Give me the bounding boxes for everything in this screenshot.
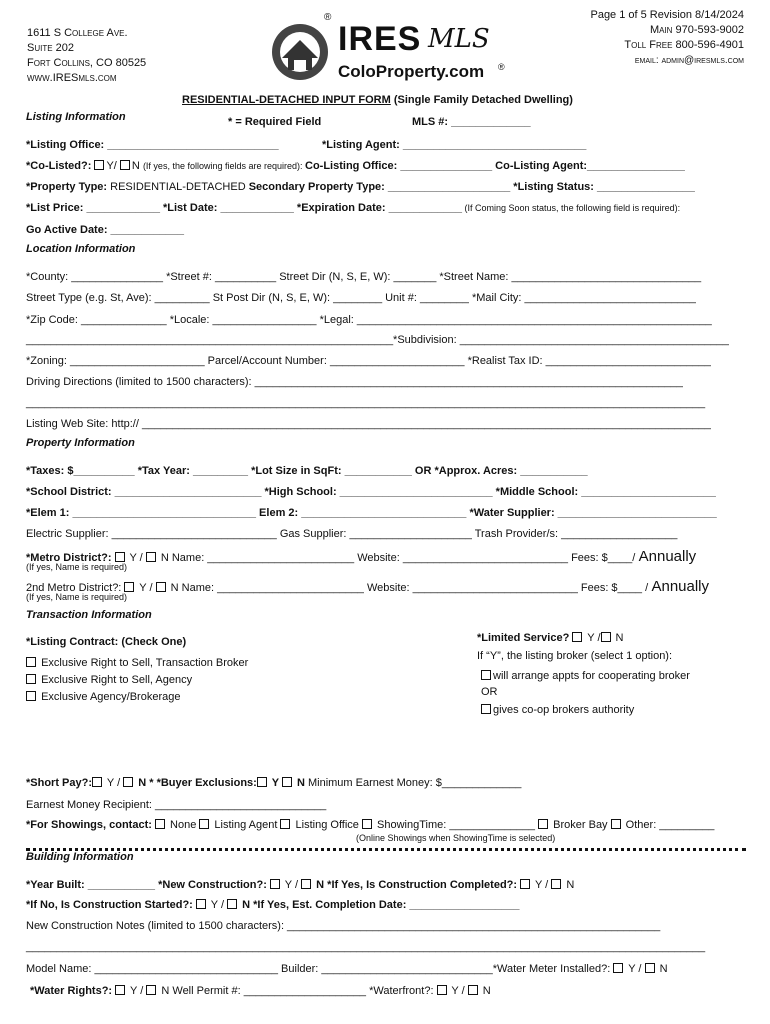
- water-rights-no-checkbox[interactable]: [146, 985, 156, 995]
- short-pay-row: [26, 777, 521, 789]
- metro-no-checkbox[interactable]: [146, 552, 156, 562]
- or-label: OR: [481, 686, 498, 698]
- listing-office-checkbox[interactable]: [280, 819, 290, 829]
- page-info: Page 1 of 5 Revision 8/14/2024: [590, 9, 744, 21]
- form-title-main: RESIDENTIAL-DETACHED INPUT FORM: [182, 94, 391, 106]
- short-pay-no-checkbox[interactable]: [123, 777, 133, 787]
- short-pay-yes-checkbox[interactable]: [92, 777, 102, 787]
- model-builder-row: [26, 963, 668, 975]
- limited-service-row: [477, 632, 624, 644]
- waterfront-yes-checkbox[interactable]: [437, 985, 447, 995]
- toll-free-phone: Toll Free 800-596-4901: [624, 39, 744, 51]
- no-label: N: [293, 777, 308, 789]
- broker-bay-checkbox[interactable]: [538, 819, 548, 829]
- office-address: [27, 26, 146, 86]
- limited-service-label: *Limited Service?: [477, 632, 570, 644]
- listing-agent-field[interactable]: *Listing Agent: ______________________________: [322, 139, 587, 151]
- metro-note: (If yes, Name is required): [26, 562, 128, 572]
- section-listing: Listing Information: [26, 111, 126, 123]
- construction-notes-field[interactable]: New Construction Notes (limited to 1500 characters): _____________________________________________________________: [26, 920, 661, 932]
- metro-district-label: *Metro District?:: [26, 552, 115, 564]
- water-rights-label: *Water Rights?:: [30, 985, 116, 997]
- no-label: N: [131, 160, 140, 172]
- contact-info: [590, 8, 744, 68]
- utilities-row[interactable]: Electric Supplier: ___________________________ Gas Supplier: ____________________ Trash Provider/s: ___________________: [26, 528, 678, 540]
- metro-2-note: (If yes, Name is required): [26, 592, 128, 602]
- showings-note: (Online Showings when ShowingTime is selected): [356, 833, 556, 843]
- driving-directions-field[interactable]: Driving Directions (limited to 1500 characters): ______________________________________________________________________: [26, 376, 683, 388]
- water-rights-row: [30, 985, 491, 997]
- checkbox[interactable]: [26, 691, 36, 701]
- required-note: * = Required Field: [228, 116, 322, 128]
- none-checkbox[interactable]: [155, 819, 165, 829]
- yes-label: Y /: [625, 963, 645, 975]
- co-listed-no-checkbox[interactable]: [120, 160, 130, 170]
- completed-label: N *If Yes, Is Construction Completed?:: [313, 879, 521, 891]
- metro-2-label: 2nd Metro District?:: [26, 582, 125, 594]
- showings-row: [26, 819, 714, 831]
- metro-2-fields[interactable]: N Name: ________________________ Website: ___________________________ Fees: $____ /: [167, 582, 649, 594]
- contract-option-2[interactable]: [26, 674, 192, 686]
- co-listed-row: [26, 160, 685, 172]
- completed-yes-checkbox[interactable]: [520, 879, 530, 889]
- buyer-excl-yes-checkbox[interactable]: [257, 777, 267, 787]
- email[interactable]: email: admin@iresmls.com: [634, 55, 744, 66]
- subdivision-row[interactable]: ____________________________________________________________*Subdivision: ____________________________________________: [26, 334, 729, 346]
- checkbox[interactable]: [481, 704, 491, 714]
- contract-option-3[interactable]: [26, 691, 180, 703]
- showings-label: *For Showings, contact:: [26, 819, 155, 831]
- co-listed-yes-checkbox[interactable]: [94, 160, 104, 170]
- coop-option-1[interactable]: [481, 670, 690, 682]
- list-price-row: [26, 202, 680, 214]
- form-title-sub: (Single Family Detached Dwelling): [390, 94, 573, 106]
- coming-soon-note: (If Coming Soon status, the following field is required):: [462, 203, 681, 213]
- property-type-value: RESIDENTIAL-DETACHED: [110, 181, 249, 193]
- co-listed-note: (If yes, the following fields are required):: [142, 161, 306, 171]
- model-builder-fields[interactable]: Model Name: ______________________________ Builder: ____________________________*Water Meter Installed?:: [26, 963, 614, 975]
- list-price-fields[interactable]: *List Price: ____________ *List Date: ____________ *Expiration Date: ____________: [26, 202, 463, 214]
- limited-yes-checkbox[interactable]: [572, 632, 582, 642]
- section-property: Property Information: [26, 437, 135, 449]
- checkbox[interactable]: [26, 674, 36, 684]
- option-label: Exclusive Right to Sell, Transaction Broker: [41, 657, 249, 669]
- limited-no-checkbox[interactable]: [601, 632, 611, 642]
- zoning-row[interactable]: *Zoning: ______________________ Parcel/Account Number: ______________________ *Realist Tax ID: ___________________________: [26, 355, 711, 367]
- metro-fields[interactable]: N Name: ________________________ Website: ___________________________ Fees: $____/: [157, 552, 636, 564]
- property-type-label: *Property Type:: [26, 181, 111, 193]
- earnest-money-recipient-field[interactable]: Earnest Money Recipient: ____________________________: [26, 799, 327, 811]
- ires-logo: [268, 12, 508, 88]
- checkbox[interactable]: [481, 670, 491, 680]
- metro-district-2-row: [26, 578, 709, 595]
- logo-script: MLS: [428, 24, 490, 54]
- yes-label: Y /: [104, 777, 124, 789]
- zip-row[interactable]: *Zip Code: ______________ *Locale: _________________ *Legal: __________________________________________________________: [26, 314, 712, 326]
- driving-directions-continued[interactable]: _______________________________________________________________________________________________________________: [26, 397, 706, 409]
- listing-agent-checkbox[interactable]: [199, 819, 209, 829]
- website-link[interactable]: www.IRESmls.com: [27, 72, 117, 84]
- address-line: Fort Collins, CO 80525: [27, 57, 147, 69]
- well-permit-field[interactable]: N Well Permit #: ____________________ *Waterfront?:: [158, 985, 437, 997]
- yes-label: Y: [268, 777, 282, 789]
- yes-label: Y /: [448, 985, 468, 997]
- no-label: N: [656, 963, 668, 975]
- started-no-checkbox[interactable]: [227, 899, 237, 909]
- started-yes-checkbox[interactable]: [196, 899, 206, 909]
- new-constr-yes-checkbox[interactable]: [270, 879, 280, 889]
- elem-row[interactable]: *Elem 1: ______________________________ Elem 2: ___________________________ *Water Supplier: __________________________: [26, 507, 717, 519]
- annually-label: Annually: [635, 548, 697, 565]
- metro-2-yes-checkbox[interactable]: [124, 582, 134, 592]
- waterfront-no-checkbox[interactable]: [468, 985, 478, 995]
- buyer-exclusions-label: N * *Buyer Exclusions:: [135, 777, 257, 789]
- new-constr-no-checkbox[interactable]: [301, 879, 311, 889]
- section-location: Location Information: [26, 243, 136, 255]
- construction-notes-continued[interactable]: _______________________________________________________________________________________________________________: [26, 941, 706, 953]
- metro-yes-checkbox[interactable]: [115, 552, 125, 562]
- metro-2-no-checkbox[interactable]: [156, 582, 166, 592]
- buyer-excl-no-checkbox[interactable]: [282, 777, 292, 787]
- contract-option-1[interactable]: [26, 657, 248, 669]
- yes-label: Y /: [532, 879, 552, 891]
- co-listing-fields[interactable]: Co-Listing Office: _______________ Co-Listing Agent:________________: [305, 160, 685, 172]
- yes-label: Y/: [106, 160, 117, 172]
- no-label: N: [479, 985, 491, 997]
- address-line: Suite 202: [27, 42, 74, 54]
- short-pay-label: *Short Pay?:: [26, 777, 93, 789]
- other-checkbox[interactable]: [611, 819, 621, 829]
- yes-label: Y /: [126, 552, 146, 564]
- main-phone: Main 970-593-9002: [649, 24, 744, 36]
- other-field[interactable]: Other: _________: [622, 819, 715, 831]
- registered-mark: ®: [324, 12, 332, 23]
- street-type-row[interactable]: Street Type (e.g. St, Ave): _________ St Post Dir (N, S, E, W): ________ Unit #: ________ *Mail City: ____________________________: [26, 292, 696, 304]
- option-label: gives co-op brokers authority: [493, 704, 635, 716]
- option-label: Listing Office: [292, 819, 362, 831]
- year-built-row: [26, 879, 574, 891]
- no-label: N: [612, 632, 624, 644]
- coop-option-2[interactable]: [481, 704, 634, 716]
- yes-label: Y /: [127, 985, 147, 997]
- option-label: None: [166, 819, 200, 831]
- showingtime-field[interactable]: ShowingTime: ______________: [373, 819, 539, 831]
- taxes-row[interactable]: *Taxes: $__________ *Tax Year: _________ *Lot Size in SqFt: ___________ OR *Approx. Acres: ___________: [26, 465, 588, 477]
- logo-subtitle: ColoProperty.com: [338, 62, 485, 81]
- yes-label: Y /: [136, 582, 156, 594]
- option-label: Exclusive Agency/Brokerage: [41, 691, 181, 703]
- listing-contract-label: *Listing Contract: (Check One): [26, 636, 187, 648]
- mls-number-field[interactable]: MLS #: _____________: [412, 116, 531, 128]
- water-rights-yes-checkbox[interactable]: [115, 985, 125, 995]
- section-transaction: Transaction Information: [26, 609, 152, 621]
- showingtime-checkbox[interactable]: [362, 819, 372, 829]
- yes-label: Y /: [584, 632, 601, 644]
- annually-label: Annually: [648, 578, 710, 595]
- section-building: Building Information: [26, 851, 134, 863]
- listing-office-field[interactable]: *Listing Office: ____________________________: [26, 139, 279, 151]
- form-title: [182, 94, 573, 106]
- go-active-date-field[interactable]: Go Active Date: ____________: [26, 224, 184, 236]
- co-listed-label: *Co-Listed?:: [26, 160, 92, 172]
- option-label: Exclusive Right to Sell, Agency: [41, 674, 193, 686]
- section-divider: [26, 848, 746, 851]
- logo-text: IRES: [338, 20, 422, 58]
- option-label: will arrange appts for cooperating broker: [493, 670, 690, 682]
- started-label: *If No, Is Construction Started?:: [26, 899, 196, 911]
- year-built-fields[interactable]: *Year Built: ___________ *New Construction?:: [26, 879, 270, 891]
- water-meter-no-checkbox[interactable]: [645, 963, 655, 973]
- option-label: Listing Agent: [211, 819, 281, 831]
- school-row[interactable]: *School District: ________________________ *High School: _________________________ *Middle School: ______________________: [26, 486, 716, 498]
- yes-label: Y /: [207, 899, 228, 911]
- limited-service-note: If “Y”, the listing broker (select 1 option):: [477, 650, 673, 662]
- yes-label: Y /: [281, 879, 302, 891]
- construction-started-row: [26, 899, 520, 911]
- secondary-type-field[interactable]: Secondary Property Type: ____________________ *Listing Status: ________________: [248, 181, 695, 193]
- completion-date-field[interactable]: N *If Yes, Est. Completion Date: __________________: [239, 899, 520, 911]
- completed-no-checkbox[interactable]: [551, 879, 561, 889]
- address-line: 1611 S College Ave.: [27, 27, 128, 39]
- registered-mark: ®: [498, 62, 505, 72]
- property-type-row: [26, 181, 695, 193]
- option-label: Broker Bay: [550, 819, 611, 831]
- website-field[interactable]: Listing Web Site: http:// _____________________________________________________________________________________________: [26, 418, 711, 430]
- earnest-money-field[interactable]: Minimum Earnest Money: $_____________: [307, 777, 522, 789]
- no-label: N: [563, 879, 575, 891]
- water-meter-yes-checkbox[interactable]: [613, 963, 623, 973]
- checkbox[interactable]: [26, 657, 36, 667]
- county-row[interactable]: *County: _______________ *Street #: __________ Street Dir (N, S, E, W): _______ *Street Name: _______________________________: [26, 271, 702, 283]
